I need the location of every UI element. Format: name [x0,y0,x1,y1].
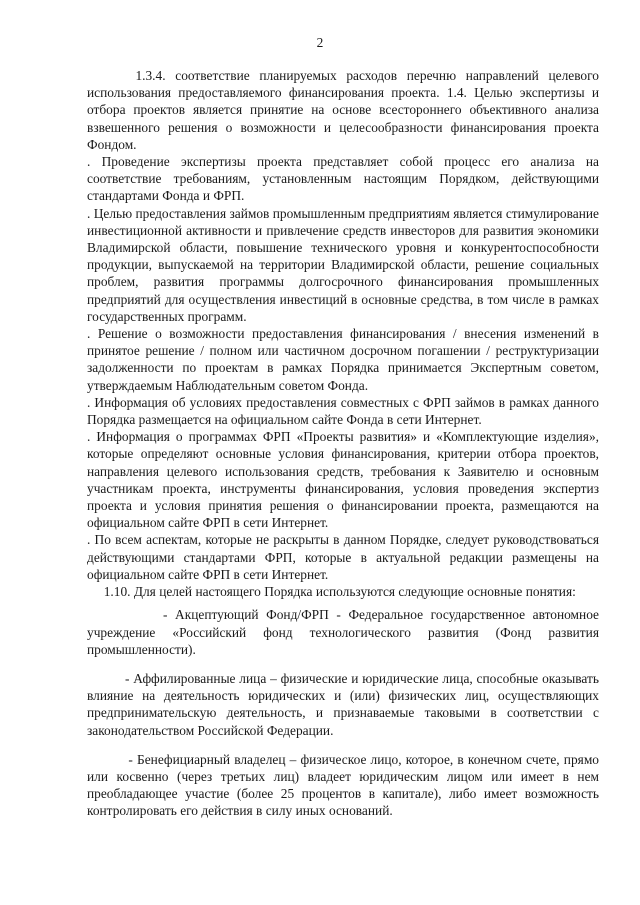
text-line: стимулирование инвестиционной активности и привлечение средств инвесторов для [87,205,599,238]
text-line: конкурентоспособности продукции, выпускаемой на территории Владимирской [87,240,600,273]
text-line: нем преобладающее участие (более 25 процентов в капитале), либо имеет [87,768,599,802]
text-line: оказывать влияние на деятельность юридических и (или) физических лиц, [87,670,599,704]
text-line: учреждение «Российский фонд технологического развития (Фонд развития [87,624,599,640]
text-line: понятия: [525,584,576,600]
text-line: стандартами Фонда и ФРП. [87,188,245,204]
text-line: . Решение о возможности предоставления финансирования / внесения изменений в [87,326,599,342]
text-line: . Проведение экспертизы проекта представляет собой процесс его анализа на [87,154,599,170]
text-line: осуществляющих предпринимательскую деятельность, и признаваемые таковыми в [87,688,599,721]
text-line: и отбора проектов является принятие на основе всестороннего объективного анализа [87,85,599,118]
text-line: направления целевого использования средств, требования к Заявителю и основным [87,463,599,479]
text-line: использования предоставляемого финансирования проекта. 1.4. Целью экспертизы [87,85,585,101]
text-line: . По всем аспектам, которые не раскрыты в данном Порядке, следует [87,532,490,548]
text-line: 1.10. Для целей настоящего Порядка используются следующие основные [87,584,523,600]
paragraph-expertise [87,153,599,205]
definition-beneficial-owner [87,751,599,820]
text-line: основные средства, в том числе в рамках государственных программ. [87,291,599,324]
paragraph-other-aspects [87,531,599,583]
paragraph-1-10 [87,583,599,600]
text-line: взвешенного решения о возможности и целесообразности финансирования проекта [87,119,599,135]
page-number: 2 [316,35,324,50]
text-line: редакции размещены на официальном сайте ФРП в сети Интернет. [87,549,599,582]
paragraph-frp-programs [87,428,599,531]
paragraph-decision [87,325,599,394]
text-line: - Акцептующий Фонд/ФРП - Федеральное государственное автономное [87,607,599,623]
text-line: финансирования промышленных предприятий для осуществления инвестиций в [87,274,600,307]
text-line: промышленности). [87,641,196,657]
text-line: данного Порядка размещается на официальном сайте Фонда в сети Интернет. [87,394,599,428]
definition-accepting-fund [87,606,599,658]
text-line: прямо или косвенно (через третьих лиц) владеет юридическим лицом или имеет в [87,751,599,784]
text-line: Экспертным советом, утверждаемым Наблюдательным советом Фонда. [87,360,599,393]
definition-affiliated-persons [87,670,599,739]
text-line: . Информация об условиях предоставления совместных с ФРП займов в рамках [87,394,550,410]
document-body [87,67,599,820]
text-line: 1.3.4. соответствие планируемых расходов перечню направлений целевого [87,68,599,83]
text-line: - Аффилированные лица – физические и юридические лица, способные [87,670,539,686]
text-line: принятое решение / полном или частичном досрочном погашении / [87,343,490,359]
text-line: соответствии с законодательством Российской Федерации. [87,705,599,738]
text-line: - Бенефициарный владелец – физическое лицо, которое, в конечном счете, [87,751,560,767]
text-line: которые определяют основные условия финансирования, критерии отбора проектов, [87,446,599,462]
definitions-list [87,606,599,819]
text-line: соответствие требованиям, установленным настоящим Порядком, действующими [87,171,599,187]
text-line: области, решение социальных проблем, развития программы долгосрочного [87,257,599,290]
text-line: руководствоваться действующими стандартами ФРП, которые в актуальной [87,532,599,565]
text-line: развития экономики Владимирской области, повышение технического уровня и [87,222,599,256]
paragraph-joint-loans-info [87,394,599,428]
text-line: официальном сайте ФРП в сети Интернет. [87,515,329,531]
text-line: . Информация о программах ФРП «Проекты развития» и «Комплектующие изделия», [87,429,599,445]
text-line: проекта и условия принятия решения о финансировании проекта, размещаются на [87,498,599,514]
text-line: Фондом. [87,136,137,152]
paragraph-1-3-4 [87,67,599,153]
text-line: реструктуризации задолженности по проектам в рамках Порядка принимается [87,343,599,376]
text-line: возможность контролировать его действия в силу иных оснований. [87,786,599,819]
text-line: участникам проекта, инструменты финансирования, условия проведения экспертиз [87,480,599,496]
paragraph-loan-purpose [87,205,599,325]
text-line: . Целью предоставления займов промышленным предприятиям является [87,205,503,221]
